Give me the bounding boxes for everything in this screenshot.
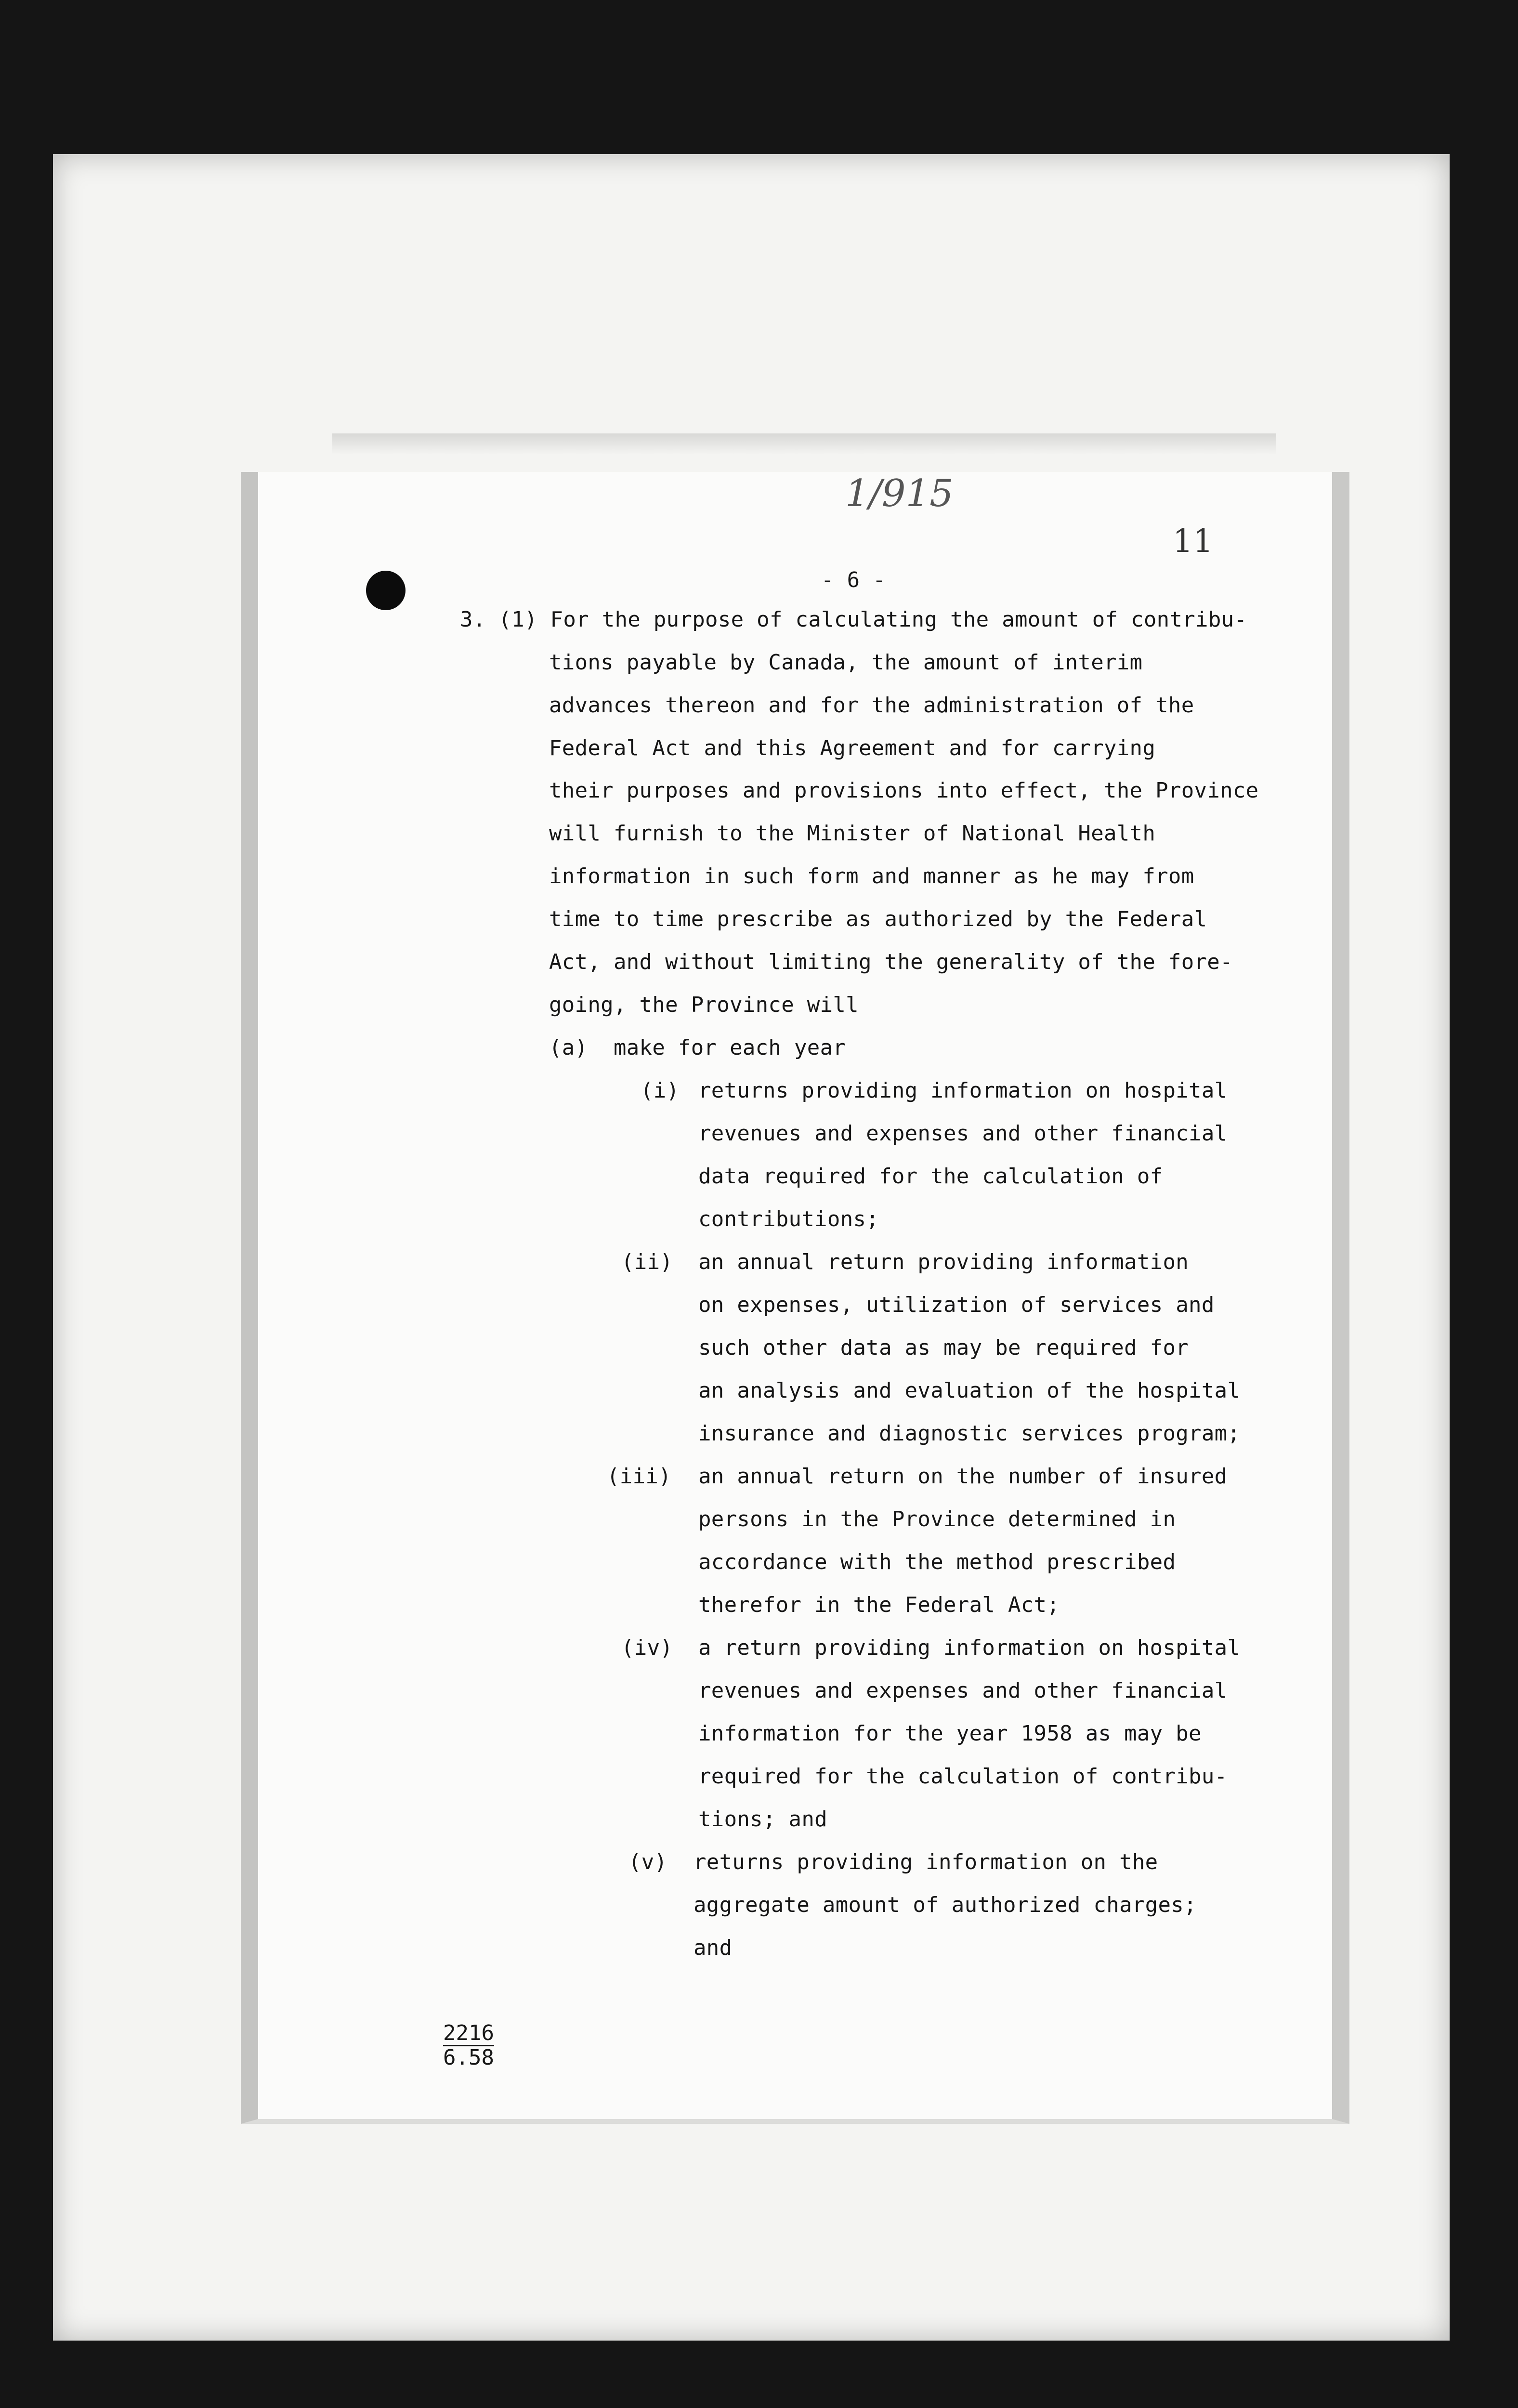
clause-3-1-line-1: 3. (1) For the purpose of calculating the amount of contribu- [460,607,1247,632]
item-text-line: revenues and expenses and other financial [698,1678,1228,1703]
handwritten-page-number: 11 [1173,523,1213,560]
item-text-line: such other data as may be required for [698,1335,1189,1360]
item-marker-ii: (ii) [621,1250,673,1274]
clause-body-line: will furnish to the Minister of National Health [549,821,1156,846]
clause-body-line: going, the Province will [549,993,859,1017]
clause-body-line: information in such form and manner as he may from [549,864,1194,889]
item-marker-iv: (iv) [621,1636,673,1660]
item-text-line: and [694,1936,733,1960]
form-code [443,2023,494,2068]
item-marker-v: (v) [628,1850,667,1874]
clause-body-line: Act, and without limiting the generality of the fore- [549,950,1233,974]
item-text-line: information for the year 1958 as may be [698,1721,1202,1746]
item-text-line: required for the calculation of contribu- [698,1764,1228,1789]
page-number: - 6 - [821,568,886,592]
item-text-line: a return providing information on hospital [698,1636,1241,1660]
clause-body-line: Federal Act and this Agreement and for carrying [549,736,1156,760]
sub-clause-a: (a) make for each year [549,1035,846,1060]
item-text-line: an annual return on the number of insured [698,1464,1228,1489]
clause-body-line: their purposes and provisions into effect, the Province [549,778,1259,803]
item-text-line: persons in the Province determined in [698,1507,1176,1531]
item-marker-i: (i) [641,1078,680,1103]
item-text-line: revenues and expenses and other financial [698,1121,1228,1146]
item-text-line: an analysis and evaluation of the hospital [698,1378,1241,1403]
item-text-line: an annual return providing information [698,1250,1189,1274]
clause-body-line: time to time prescribe as authorized by the Federal [549,907,1207,931]
item-text-line: data required for the calculation of [698,1164,1163,1189]
item-marker-iii: (iii) [607,1464,671,1489]
item-text-line: contributions; [698,1207,879,1231]
item-text-line: aggregate amount of authorized charges; [694,1893,1197,1917]
item-text-line: returns providing information on the [694,1850,1158,1874]
item-text-line: therefor in the Federal Act; [698,1593,1060,1617]
item-text-line: tions; and [698,1807,827,1832]
clause-body-line: tions payable by Canada, the amount of interim [549,650,1143,675]
form-date: 6.58 [443,2045,494,2070]
item-text-line: on expenses, utilization of services and [698,1293,1215,1317]
item-text-line: accordance with the method prescribed [698,1550,1176,1574]
clause-body-line: advances thereon and for the administration of the [549,693,1194,718]
item-text-line: returns providing information on hospital [698,1078,1228,1103]
form-number: 2216 [443,2021,494,2045]
page-edge-shadow [332,433,1276,455]
item-text-line: insurance and diagnostic services program; [698,1421,1241,1446]
handwritten-annotation: 1/915 [845,472,954,515]
punch-hole [366,571,406,610]
